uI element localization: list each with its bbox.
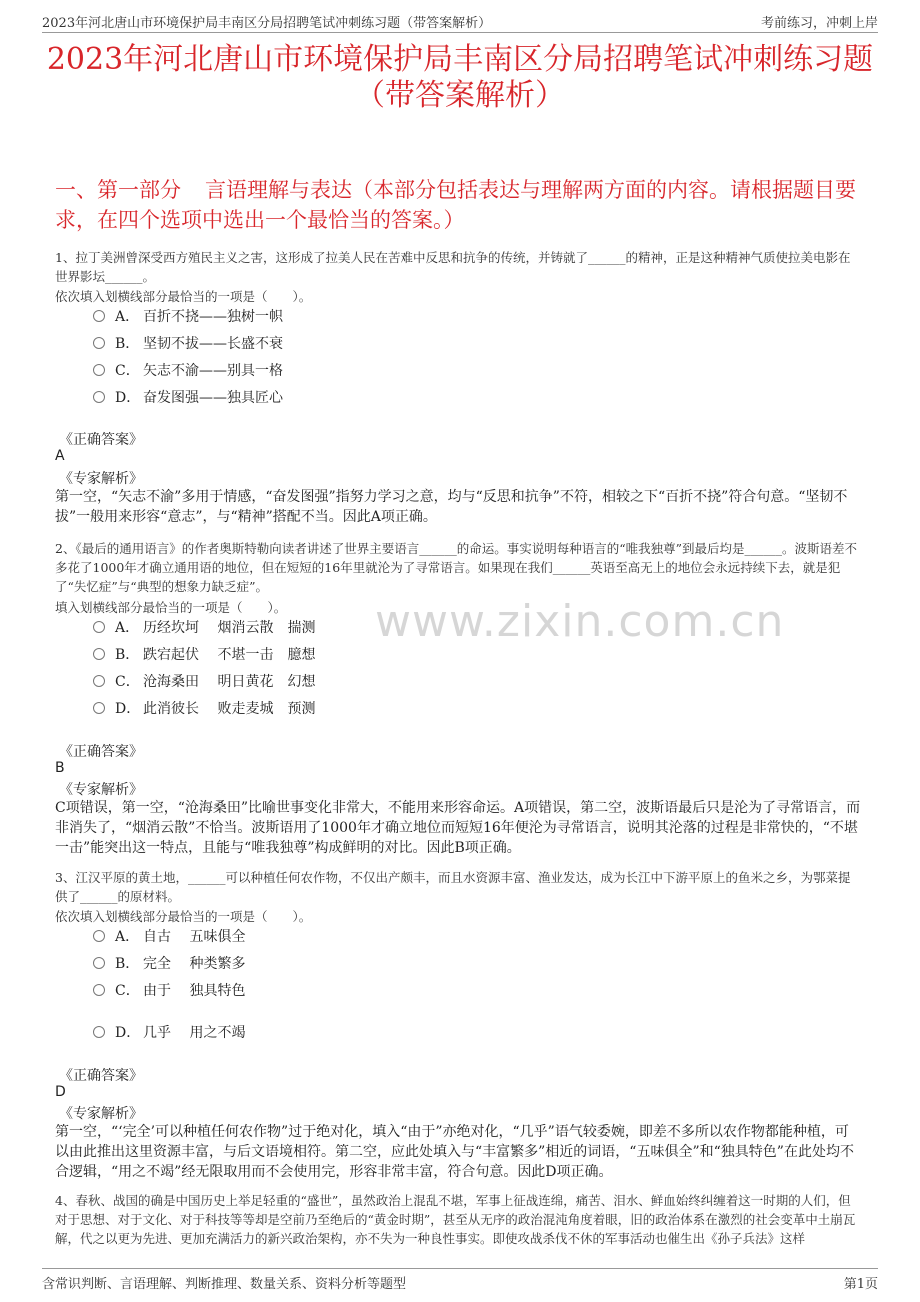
option-text: 自古 五味俱全: [143, 929, 246, 945]
header-slogan: 考前练习，冲刺上岸: [760, 16, 878, 31]
question-3-option-a[interactable]: [93, 926, 245, 948]
section-heading: [55, 175, 870, 235]
option-text: 几乎 用之不竭: [143, 1025, 246, 1041]
question-3-explanation: 第一空，“‘完全’可以种植任何农作物”过于绝对化，填入“由于”亦绝对化，“几乎”语气较委婉，即差不多所以农作物都能种植，可以由此推出这里资源丰富，与后文语境相符。第二空，应此处填入与“丰富繁多”相近的词语，“五味俱全”和“独具特色”在此处均不合逻辑，“用之不竭”经无限取用而不会使用完，形容非常丰富，符合句意。因此D项正确。: [55, 1124, 854, 1180]
question-1-explanation: 第一空，“矢志不渝”多用于情感，“奋发图强”指努力学习之意，均与“反思和抗争”不符，相较之下“百折不挠”符合句意。“坚韧不拔”一般用来形容“意志”，与“精神”搭配不当。因此A项正确。: [55, 489, 848, 525]
option-letter: C．: [115, 983, 140, 999]
option-text: 矢志不渝——别具一格: [143, 363, 283, 379]
question-2-answer-label: 《正确答案》: [59, 744, 143, 760]
option-letter: B．: [115, 336, 140, 352]
question-4-stem: 4、春秋、战国的确是中国历史上举足轻重的“盛世”，虽然政治上混乱不堪，军事上征战连绵，痛苦、泪水、鲜血始终纠缠着这一时期的人们，但对于思想、对于文化、对于科技等等却是空前乃至绝后的“黄金时期”，甚至从无序的政治混沌角度着眼，旧的政治体系在激烈的社会变革中土崩瓦解，代之以更为先进、更加充满活力的新兴政治架构，亦不失为一种良性事实。即使攻战杀伐不休的军事活动也催生出《孙子兵法》这样: [55, 1193, 856, 1246]
option-text: 由于 独具特色: [143, 983, 246, 999]
radio-icon[interactable]: [93, 337, 105, 349]
radio-icon[interactable]: [93, 702, 105, 714]
question-2-stem: 2、《最后的通用语言》的作者奥斯特勒向读者讲述了世界主要语言______的命运。事实说明每种语言的“唯我独尊”到最后均是______。波斯语差不多花了1000年才确立通用语的地位，但在短短的16年里就沦为了寻常语言。如果现在我们______英语至高无上的地位会永远持续下去，就是犯了“失忆症”与“典型的想象力缺乏症”。: [55, 541, 857, 594]
option-letter: D．: [115, 1025, 141, 1041]
radio-icon[interactable]: [93, 621, 105, 633]
radio-icon[interactable]: [93, 930, 105, 942]
option-letter: A．: [115, 929, 140, 945]
radio-icon[interactable]: [93, 1026, 105, 1038]
question-2-option-d[interactable]: [93, 698, 315, 720]
question-3-answer-label: 《正确答案》: [59, 1068, 143, 1084]
radio-icon[interactable]: [93, 648, 105, 660]
title-line-1: 2023年河北唐山市环境保护局丰南区分局招聘笔试冲刺练习题: [46, 42, 874, 77]
option-letter: B．: [115, 647, 140, 663]
question-2-answer: B: [55, 760, 65, 776]
option-text: 百折不挠——独树一帜: [143, 309, 283, 325]
question-2-explanation: C项错误，第一空，“沧海桑田”比喻世事变化非常大，不能用来形容命运。A项错误，第二空，波斯语最后只是沦为了寻常语言，而非消失了，“烟消云散”不恰当。波斯语用了1000年才确立地位而短短16年便沦为寻常语言，说明其沦落的过程是非常快的，“不堪一击”能突出这一特点，且能与“唯我独尊”构成鲜明的对比。因此B项正确。: [55, 800, 861, 856]
question-1-expert-label: 《专家解析》: [59, 471, 143, 487]
question-2-option-a[interactable]: [93, 617, 315, 639]
question-1-option-a[interactable]: [93, 306, 283, 328]
radio-icon[interactable]: [93, 957, 105, 969]
title-line-2: （带答案解析）: [355, 78, 565, 113]
page-header: [42, 10, 878, 33]
option-text: 沧海桑田 明日黄花 幻想: [143, 674, 316, 690]
question-2-expert-label: 《专家解析》: [59, 782, 143, 798]
question-1-stem: 1、拉丁美洲曾深受西方殖民主义之害，这形成了拉美人民在苦难中反思和抗争的传统，并铸就了______的精神，正是这种精神气质使拉美电影在世界影坛______。: [55, 250, 851, 284]
option-letter: C．: [115, 674, 140, 690]
header-doc-title: 2023年河北唐山市环境保护局丰南区分局招聘笔试冲刺练习题（带答案解析）: [42, 16, 492, 31]
question-2-prompt: 填入划横线部分最恰当的一项是（ ）。: [55, 600, 287, 615]
radio-icon[interactable]: [93, 391, 105, 403]
option-text: 完全 种类繁多: [143, 956, 246, 972]
question-3-answer: D: [55, 1084, 66, 1100]
question-3-stem: 3、江汉平原的黄土地，______可以种植任何农作物，不仅出产颇丰，而且水资源丰富、渔业发达，成为长江中下游平原上的鱼米之乡，为鄂菜提供了______的原材料。: [55, 870, 851, 904]
radio-icon[interactable]: [93, 364, 105, 376]
question-1-answer: A: [55, 448, 65, 464]
question-2-option-c[interactable]: [93, 671, 315, 693]
question-2-option-b[interactable]: [93, 644, 315, 666]
question-1-option-c[interactable]: [93, 360, 283, 382]
radio-icon[interactable]: [93, 675, 105, 687]
question-1-option-d[interactable]: [93, 387, 283, 409]
question-1-prompt: 依次填入划横线部分最恰当的一项是（ ）。: [55, 289, 312, 304]
option-letter: A．: [115, 309, 140, 325]
radio-icon[interactable]: [93, 984, 105, 996]
question-3-option-b[interactable]: [93, 953, 245, 975]
option-text: 跌宕起伏 不堪一击 臆想: [143, 647, 316, 663]
option-letter: C．: [115, 363, 140, 379]
option-text: 奋发图强——独具匠心: [143, 390, 283, 406]
question-3-prompt: 依次填入划横线部分最恰当的一项是（ ）。: [55, 909, 312, 924]
option-letter: B．: [115, 956, 140, 972]
question-3-option-d[interactable]: [93, 1022, 245, 1044]
section-name: 一、第一部分: [55, 178, 181, 202]
section-description: 言语理解与表达（本部分包括表达与理解两方面的内容。请根据题目要求，在四个选项中选出一个最恰当的答案。）: [55, 178, 856, 232]
radio-icon[interactable]: [93, 310, 105, 322]
page-title: [42, 42, 878, 114]
question-1-option-b[interactable]: [93, 333, 283, 355]
option-letter: A．: [115, 620, 140, 636]
page-footer: [42, 1268, 878, 1293]
footer-topics: 含常识判断、言语理解、判断推理、数量关系、资料分析等题型: [42, 1277, 407, 1292]
option-text: 历经坎坷 烟消云散 揣测: [143, 620, 316, 636]
watermark: www.zixin.com.cn: [375, 596, 785, 647]
question-3-expert-label: 《专家解析》: [59, 1106, 143, 1122]
question-1-answer-label: 《正确答案》: [59, 432, 143, 448]
option-text: 坚韧不拔——长盛不衰: [143, 336, 283, 352]
question-3-option-c[interactable]: [93, 980, 245, 1002]
page-number: 第1页: [843, 1277, 878, 1292]
option-letter: D．: [115, 701, 141, 717]
option-text: 此消彼长 败走麦城 预测: [143, 701, 316, 717]
option-letter: D．: [115, 390, 141, 406]
